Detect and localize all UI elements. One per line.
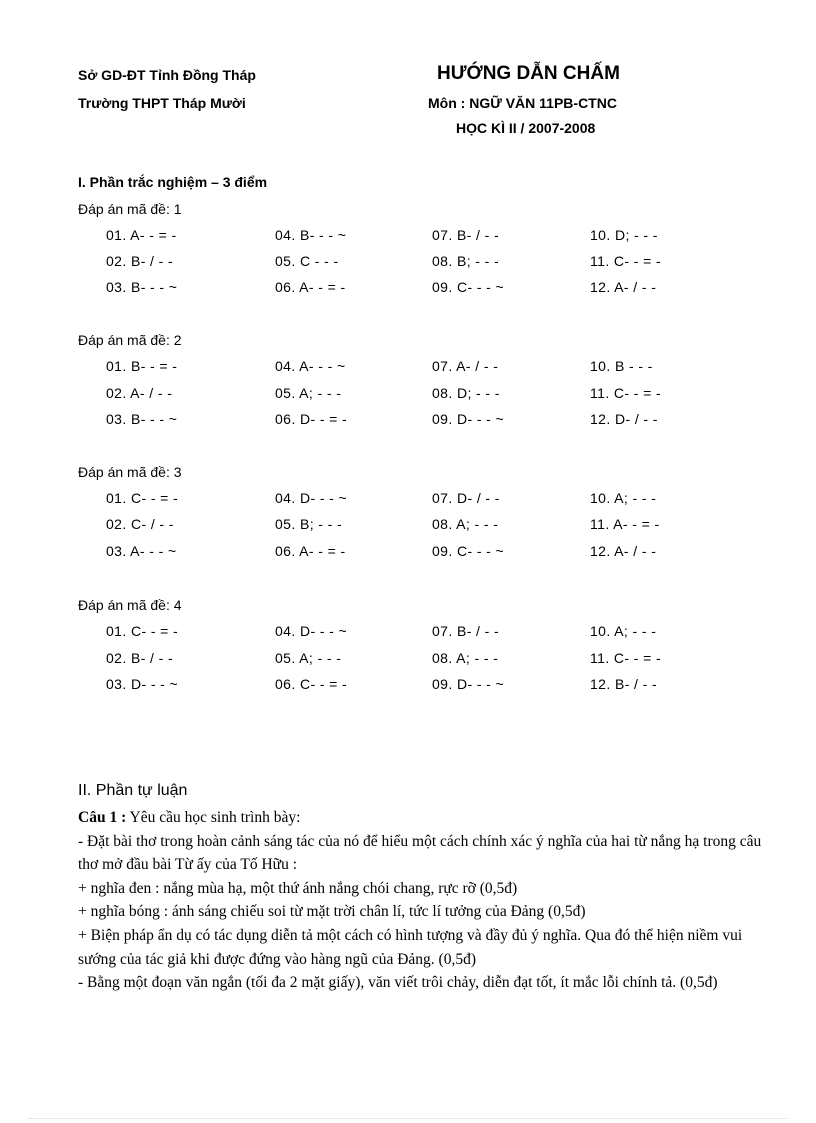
answer-cell: 04. A- - - ~ bbox=[275, 358, 346, 374]
answer-cell: 01. A- - = - bbox=[106, 227, 177, 243]
answer-set-label: Đáp án mã đề: 2 bbox=[78, 332, 182, 348]
answer-set-label: Đáp án mã đề: 3 bbox=[78, 464, 182, 480]
answer-cell: 03. D- - - ~ bbox=[106, 676, 179, 692]
rubric-line: - Đặt bài thơ trong hoàn cảnh sáng tác của nó để hiểu một cách chính xác ý nghĩa của hai từ nắng hạ trong câu thơ mở đầu bài Từ ấy của Tố Hữu : bbox=[78, 832, 762, 874]
school-name: Trường THPT Tháp Mười bbox=[78, 95, 246, 111]
answer-set-label: Đáp án mã đề: 1 bbox=[78, 201, 182, 217]
answer-cell: 12. D- / - - bbox=[590, 411, 658, 427]
term-line: HỌC KÌ II / 2007-2008 bbox=[456, 120, 596, 136]
answer-cell: 06. A- - = - bbox=[275, 543, 346, 559]
section1-heading: I. Phần trắc nghiệm – 3 điểm bbox=[78, 174, 268, 190]
rubric-line: + nghĩa bóng : ánh sáng chiếu soi từ mặt trời chân lí, tức lí tưởng của Đảng (0,5đ) bbox=[78, 903, 586, 921]
answer-cell: 03. B- - - ~ bbox=[106, 279, 178, 295]
answer-cell: 12. B- / - - bbox=[590, 676, 658, 692]
answer-cell: 03. A- - - ~ bbox=[106, 543, 177, 559]
answer-cell: 07. A- / - - bbox=[432, 358, 499, 374]
answer-cell: 10. D; - - - bbox=[590, 227, 658, 243]
answer-cell: 11. C- - = - bbox=[590, 650, 662, 666]
answer-cell: 12. A- / - - bbox=[590, 543, 657, 559]
answer-cell: 04. D- - - ~ bbox=[275, 490, 348, 506]
answer-cell: 02. A- / - - bbox=[106, 385, 173, 401]
answer-cell: 10. A; - - - bbox=[590, 623, 657, 639]
answer-cell: 10. B - - - bbox=[590, 358, 653, 374]
page-title: HƯỚNG DẪN CHẤM bbox=[437, 63, 620, 84]
answer-cell: 06. A- - = - bbox=[275, 279, 346, 295]
answer-cell: 03. B- - - ~ bbox=[106, 411, 178, 427]
answer-cell: 06. D- - = - bbox=[275, 411, 348, 427]
question-label: Câu 1 : bbox=[78, 809, 127, 826]
answer-cell: 09. C- - - ~ bbox=[432, 279, 505, 295]
answer-cell: 12. A- / - - bbox=[590, 279, 657, 295]
answer-cell: 01. C- - = - bbox=[106, 623, 179, 639]
answer-cell: 04. B- - - ~ bbox=[275, 227, 347, 243]
answer-cell: 02. C- / - - bbox=[106, 516, 174, 532]
answer-cell: 05. A; - - - bbox=[275, 385, 342, 401]
answer-cell: 05. C - - - bbox=[275, 253, 339, 269]
answer-cell: 11. C- - = - bbox=[590, 253, 662, 269]
answer-cell: 09. D- - - ~ bbox=[432, 411, 505, 427]
answer-cell: 07. D- / - - bbox=[432, 490, 500, 506]
answer-cell: 02. B- / - - bbox=[106, 650, 174, 666]
answer-cell: 08. A; - - - bbox=[432, 516, 499, 532]
answer-cell: 09. D- - - ~ bbox=[432, 676, 505, 692]
question-line bbox=[78, 806, 768, 830]
answer-cell: 01. B- - = - bbox=[106, 358, 178, 374]
section2-heading: II. Phần tự luận bbox=[78, 782, 188, 799]
answer-cell: 10. A; - - - bbox=[590, 490, 657, 506]
answer-cell: 11. C- - = - bbox=[590, 385, 662, 401]
rubric-line: + Biện pháp ẩn dụ có tác dụng diễn tả một cách có hình tượng và đầy đủ ý nghĩa. Qua đó thể hiện niềm vui sướng của tác giả khi được đứng vào hàng ngũ của Đảng. (0,5đ) bbox=[78, 926, 743, 968]
answer-cell: 06. C- - = - bbox=[275, 676, 348, 692]
answer-cell: 07. B- / - - bbox=[432, 227, 500, 243]
answer-cell: 08. D; - - - bbox=[432, 385, 500, 401]
answer-cell: 02. B- / - - bbox=[106, 253, 174, 269]
answer-cell: 08. B; - - - bbox=[432, 253, 500, 269]
answer-cell: 05. A; - - - bbox=[275, 650, 342, 666]
answer-cell: 04. D- - - ~ bbox=[275, 623, 348, 639]
answer-cell: 01. C- - = - bbox=[106, 490, 179, 506]
answer-cell: 08. A; - - - bbox=[432, 650, 499, 666]
rubric-line: + nghĩa đen : nắng mùa hạ, một thứ ánh nắng chói chang, rực rỡ (0,5đ) bbox=[78, 879, 518, 897]
question-text: Yêu cầu học sinh trình bày: bbox=[126, 809, 301, 826]
answer-cell: 11. A- - = - bbox=[590, 516, 660, 532]
answer-cell: 09. C- - - ~ bbox=[432, 543, 505, 559]
rubric-line: - Bằng một đoạn văn ngắn (tối đa 2 mặt giấy), văn viết trôi chảy, diễn đạt tốt, ít mắc lỗi chính tả. (0,5đ) bbox=[78, 974, 718, 992]
page-bottom-divider bbox=[28, 1118, 788, 1119]
department-name: Sở GD-ĐT Tỉnh Đồng Tháp bbox=[78, 67, 256, 83]
answer-set-label: Đáp án mã đề: 4 bbox=[78, 597, 182, 613]
answer-cell: 07. B- / - - bbox=[432, 623, 500, 639]
subject-line: Môn : NGỮ VĂN 11PB-CTNC bbox=[428, 95, 617, 111]
essay-answer bbox=[78, 806, 768, 995]
answer-cell: 05. B; - - - bbox=[275, 516, 343, 532]
